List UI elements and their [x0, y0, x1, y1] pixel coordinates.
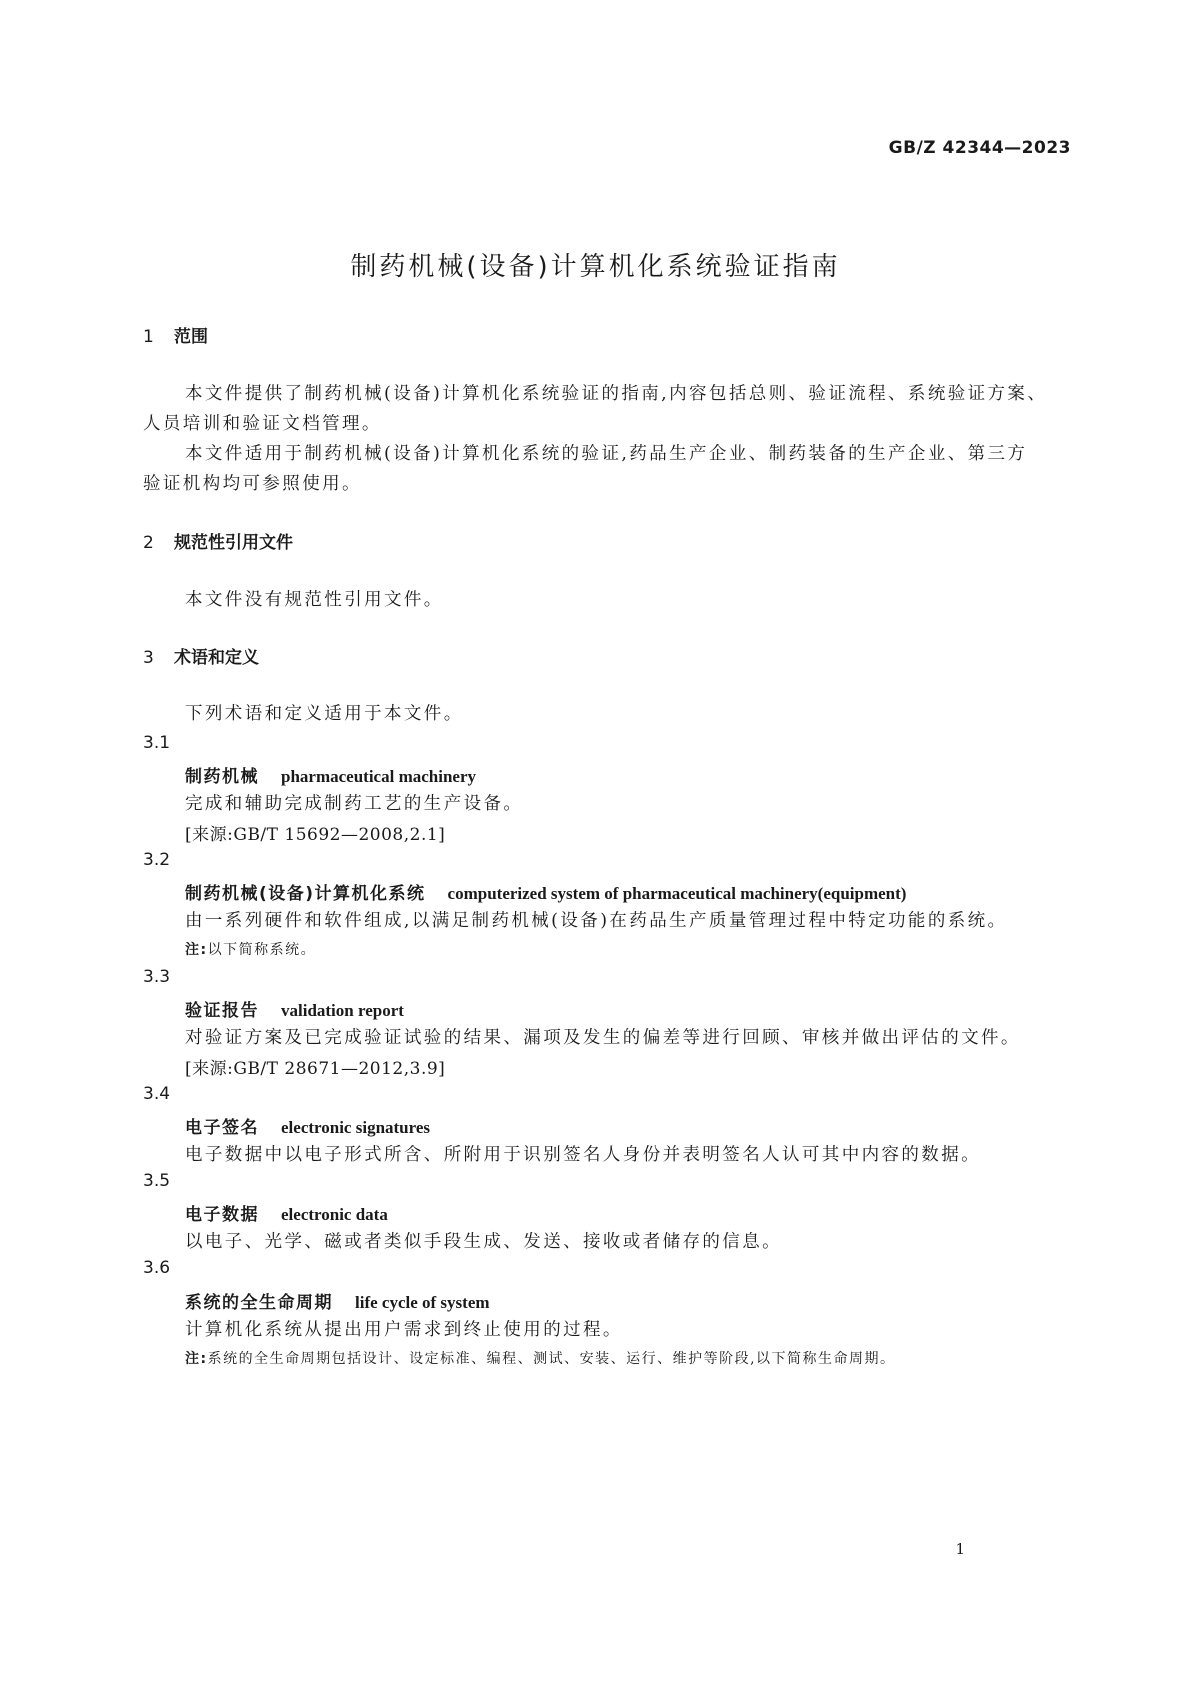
term-en: computerized system of pharmaceutical machinery(equipment): [447, 884, 907, 903]
term-source: [来源:GB/T 15692—2008,2.1]: [185, 825, 446, 845]
term-number: 3.6: [143, 1258, 171, 1278]
term-definition: 对验证方案及已完成验证试验的结果、漏项及发生的偏差等进行回顾、审核并做出评估的文件。: [185, 1028, 1021, 1048]
section-3-intro: 下列术语和定义适用于本文件。: [185, 704, 464, 724]
term-en: electronic signatures: [281, 1118, 431, 1137]
section-1-title: 范围: [174, 327, 208, 347]
section-3-title: 术语和定义: [174, 648, 259, 668]
note-text: 系统的全生命周期包括设计、设定标准、编程、测试、安装、运行、维护等阶段,以下简称生命周期。: [207, 1351, 896, 1367]
section-2-title: 规范性引用文件: [174, 533, 293, 553]
section-2-paragraph: 本文件没有规范性引用文件。: [185, 590, 444, 610]
term-number: 3.4: [143, 1084, 171, 1104]
section-1-heading: [143, 322, 208, 347]
section-1-number: 1: [143, 327, 154, 347]
term-note: [185, 939, 316, 959]
term-title: [185, 879, 906, 904]
term-en: pharmaceutical machinery: [281, 767, 476, 786]
section-1-paragraph-1-line-2: 人员培训和验证文档管理。: [143, 414, 382, 434]
term-zh: 验证报告: [185, 1001, 259, 1021]
section-2-number: 2: [143, 533, 154, 553]
term-zh: 制药机械(设备)计算机化系统: [185, 884, 426, 904]
term-definition: 以电子、光学、磁或者类似手段生成、发送、接收或者储存的信息。: [185, 1232, 782, 1252]
term-en: validation report: [281, 1001, 404, 1020]
section-3-number: 3: [143, 648, 154, 668]
note-label: 注:: [185, 942, 208, 958]
term-zh: 电子签名: [185, 1118, 259, 1138]
term-zh: 制药机械: [185, 767, 259, 787]
note-label: 注:: [185, 1351, 208, 1367]
term-title: [185, 996, 404, 1021]
document-title: 制药机械(设备)计算机化系统验证指南: [350, 252, 841, 282]
term-number: 3.5: [143, 1171, 171, 1191]
page-number: 1: [955, 1540, 965, 1558]
term-title: [185, 1113, 430, 1138]
term-zh: 系统的全生命周期: [185, 1293, 333, 1313]
term-en: life cycle of system: [355, 1293, 490, 1312]
term-definition: 完成和辅助完成制药工艺的生产设备。: [185, 794, 524, 814]
note-text: 以下简称系统。: [207, 942, 317, 958]
term-definition: 由一系列硬件和软件组成,以满足制药机械(设备)在药品生产质量管理过程中特定功能的系统。: [185, 911, 1008, 931]
term-zh: 电子数据: [185, 1205, 259, 1225]
term-title: [185, 762, 476, 787]
term-title: [185, 1200, 388, 1225]
standard-code: GB/Z 42344—2023: [888, 138, 1071, 158]
section-1-paragraph-2-line-1: 本文件适用于制药机械(设备)计算机化系统的验证,药品生产企业、制药装备的生产企业、第三方: [185, 444, 1028, 464]
term-note: [185, 1348, 896, 1368]
section-1-paragraph-2-line-2: 验证机构均可参照使用。: [143, 474, 362, 494]
section-3-heading: [143, 643, 259, 668]
term-number: 3.3: [143, 967, 171, 987]
section-2-heading: [143, 528, 293, 553]
term-number: 3.2: [143, 850, 171, 870]
term-source: [来源:GB/T 28671—2012,3.9]: [185, 1059, 446, 1079]
term-title: [185, 1288, 490, 1313]
term-number: 3.1: [143, 733, 171, 753]
section-1-paragraph-1-line-1: 本文件提供了制药机械(设备)计算机化系统验证的指南,内容包括总则、验证流程、系统验证方案、: [185, 384, 1048, 404]
term-definition: 计算机化系统从提出用户需求到终止使用的过程。: [185, 1320, 623, 1340]
term-en: electronic data: [281, 1205, 388, 1224]
term-definition: 电子数据中以电子形式所含、所附用于识别签名人身份并表明签名人认可其中内容的数据。: [185, 1145, 981, 1165]
